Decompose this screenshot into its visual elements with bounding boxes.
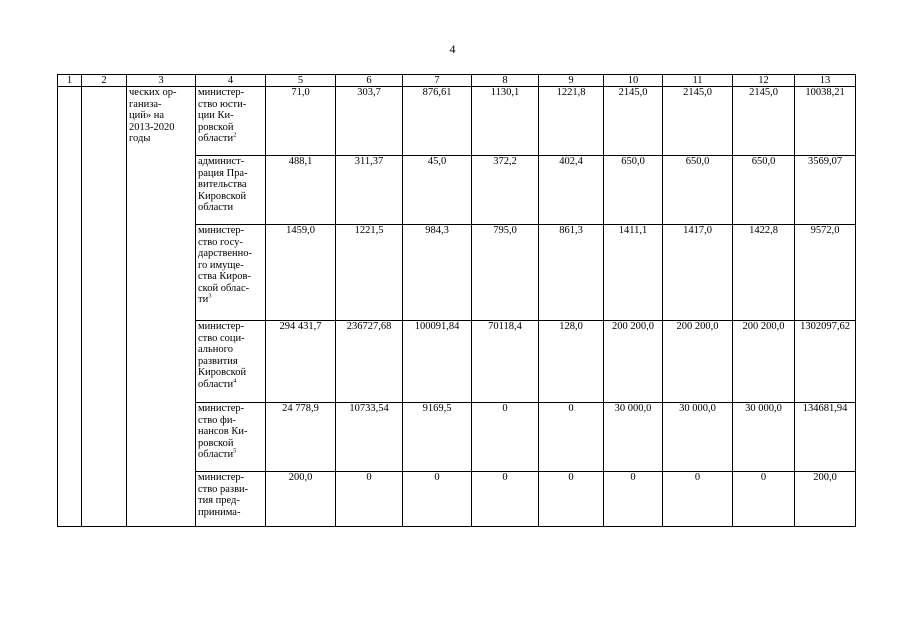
value-cell: 10038,21 bbox=[795, 87, 856, 156]
footnote-marker: 2 bbox=[233, 131, 237, 139]
value-cell: 30 000,0 bbox=[733, 403, 795, 472]
organization-cell bbox=[196, 87, 266, 156]
organization-name: министер- ство госу- дарственно- го имуще- ства Киров- ской облас- ти bbox=[198, 225, 253, 305]
organization-name: министер- ство юсти- ции Ки- ровской области bbox=[198, 87, 247, 144]
value-cell: 9572,0 bbox=[795, 225, 856, 321]
organization-cell bbox=[196, 156, 266, 225]
value-cell: 0 bbox=[539, 403, 604, 472]
column-header-3: 3 bbox=[127, 75, 196, 87]
column-header-12: 12 bbox=[733, 75, 795, 87]
value-cell: 650,0 bbox=[733, 156, 795, 225]
column-header-11: 11 bbox=[663, 75, 733, 87]
organization-name: министер- ство соци- ального развития Кировской области bbox=[198, 321, 247, 390]
value-cell: 0 bbox=[733, 472, 795, 527]
organization-cell bbox=[196, 472, 266, 527]
column-header-9: 9 bbox=[539, 75, 604, 87]
value-cell: 200,0 bbox=[795, 472, 856, 527]
value-cell: 650,0 bbox=[663, 156, 733, 225]
value-cell: 1221,8 bbox=[539, 87, 604, 156]
value-cell: 200 200,0 bbox=[733, 321, 795, 403]
value-cell: 30 000,0 bbox=[663, 403, 733, 472]
value-cell: 303,7 bbox=[336, 87, 403, 156]
column-header-7: 7 bbox=[403, 75, 472, 87]
value-cell: 0 bbox=[472, 472, 539, 527]
value-cell: 70118,4 bbox=[472, 321, 539, 403]
value-cell: 1417,0 bbox=[663, 225, 733, 321]
header-row bbox=[58, 75, 856, 87]
col1-cell bbox=[58, 87, 82, 527]
table-row bbox=[58, 87, 856, 156]
value-cell: 200 200,0 bbox=[604, 321, 663, 403]
column-header-4: 4 bbox=[196, 75, 266, 87]
value-cell: 0 bbox=[472, 403, 539, 472]
value-cell: 2145,0 bbox=[663, 87, 733, 156]
value-cell: 0 bbox=[403, 472, 472, 527]
page-number: 4 bbox=[449, 42, 456, 56]
value-cell: 200 200,0 bbox=[663, 321, 733, 403]
value-cell: 1459,0 bbox=[266, 225, 336, 321]
value-cell: 372,2 bbox=[472, 156, 539, 225]
value-cell: 134681,94 bbox=[795, 403, 856, 472]
value-cell: 650,0 bbox=[604, 156, 663, 225]
value-cell: 876,61 bbox=[403, 87, 472, 156]
value-cell: 100091,84 bbox=[403, 321, 472, 403]
value-cell: 30 000,0 bbox=[604, 403, 663, 472]
value-cell: 795,0 bbox=[472, 225, 539, 321]
value-cell: 24 778,9 bbox=[266, 403, 336, 472]
value-cell: 3569,07 bbox=[795, 156, 856, 225]
value-cell: 128,0 bbox=[539, 321, 604, 403]
organization-name: министер- ство разви- тия пред- принима- bbox=[198, 472, 249, 518]
value-cell: 1411,1 bbox=[604, 225, 663, 321]
value-cell: 402,4 bbox=[539, 156, 604, 225]
column-header-2: 2 bbox=[82, 75, 127, 87]
value-cell: 861,3 bbox=[539, 225, 604, 321]
program-name-cell: ческих ор- ганиза- ций» на 2013-2020 годы bbox=[127, 87, 196, 527]
value-cell: 1130,1 bbox=[472, 87, 539, 156]
value-cell: 1221,5 bbox=[336, 225, 403, 321]
value-cell: 984,3 bbox=[403, 225, 472, 321]
value-cell: 9169,5 bbox=[403, 403, 472, 472]
value-cell: 488,1 bbox=[266, 156, 336, 225]
table-body bbox=[58, 87, 856, 527]
column-header-1: 1 bbox=[58, 75, 82, 87]
column-header-8: 8 bbox=[472, 75, 539, 87]
value-cell: 0 bbox=[539, 472, 604, 527]
col2-cell bbox=[82, 87, 127, 527]
footnote-marker: 5 bbox=[233, 447, 237, 455]
footnote-marker: 3 bbox=[208, 292, 212, 300]
value-cell: 0 bbox=[663, 472, 733, 527]
column-header-5: 5 bbox=[266, 75, 336, 87]
value-cell: 0 bbox=[336, 472, 403, 527]
value-cell: 1422,8 bbox=[733, 225, 795, 321]
budget-table bbox=[57, 74, 856, 527]
value-cell: 311,37 bbox=[336, 156, 403, 225]
organization-cell bbox=[196, 225, 266, 321]
value-cell: 200,0 bbox=[266, 472, 336, 527]
value-cell: 10733,54 bbox=[336, 403, 403, 472]
organization-name: министер- ство фи- нансов Ки- ровской области bbox=[198, 403, 248, 460]
footnote-marker: 4 bbox=[233, 377, 237, 384]
column-header-13: 13 bbox=[795, 75, 856, 87]
organization-cell bbox=[196, 321, 266, 403]
value-cell: 2145,0 bbox=[733, 87, 795, 156]
value-cell: 236727,68 bbox=[336, 321, 403, 403]
value-cell: 1302097,62 bbox=[795, 321, 856, 403]
column-header-6: 6 bbox=[336, 75, 403, 87]
value-cell: 294 431,7 bbox=[266, 321, 336, 403]
value-cell: 0 bbox=[604, 472, 663, 527]
value-cell: 45,0 bbox=[403, 156, 472, 225]
value-cell: 2145,0 bbox=[604, 87, 663, 156]
organization-name: админист- рация Пра- вительства Кировской области bbox=[198, 156, 248, 213]
value-cell: 71,0 bbox=[266, 87, 336, 156]
column-header-10: 10 bbox=[604, 75, 663, 87]
organization-cell bbox=[196, 403, 266, 472]
